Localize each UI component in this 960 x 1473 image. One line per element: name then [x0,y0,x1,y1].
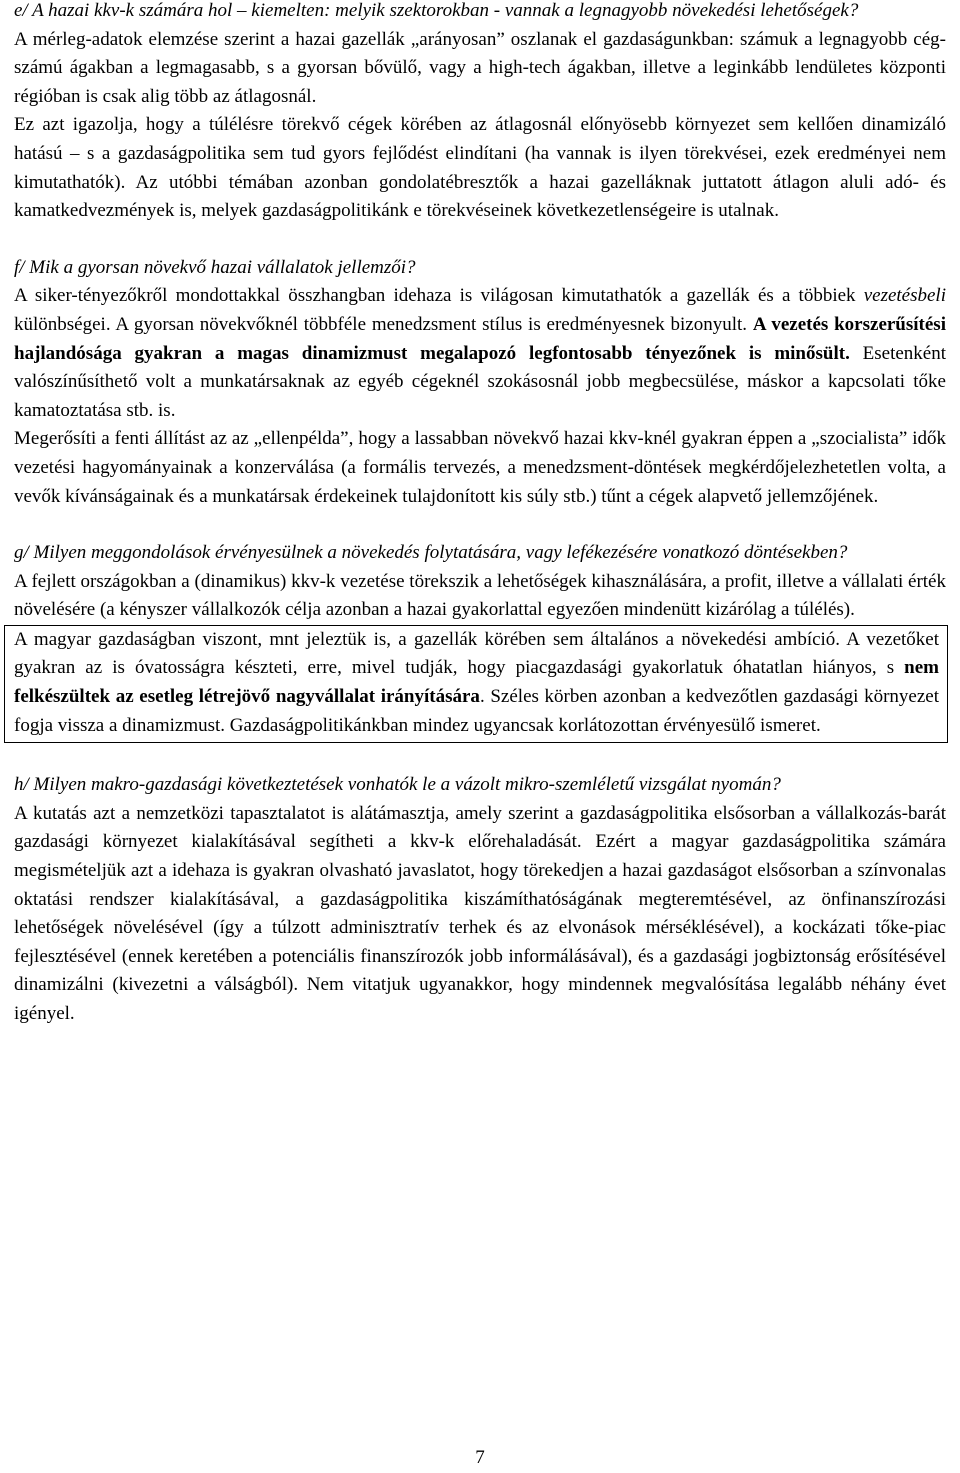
bold-text: A vezetés korszerűsítési hajlandósága gyakran a magas dinamizmust megalapozó legfontosabb tényezőnek is minősült. [14,313,946,364]
section-h-paragraph-1: A kutatás azt a nemzetközi tapasztalatot is alátámasztja, amely szerint a gazdaságpolitika elsősorban a vállalkozás-barát gazdasági környezet kialakításával segítheti a kkv-k előrehaladását. Ezért a magyar gazdaságpolitika számára megismételjük azt a idehaza is gyakran olvasható javaslatot, hogy törekedjen a hazai gazdaságot elsősorban a színvonalas oktatási rendszer kialakításával, a gazdaságpolitika kiszámíthatóságának megteremtésével, az önfinanszírozási lehetőségek növelésével (így a túlzott adminisztratív terhek és az elvonások mérséklésével), a kockázati tőke-piac fejlesztésével (ennek keretében a potenciális finanszírozók jobb informálásával), és a gazdasági jogbiztonság erősítésével dinamizálni (kivezetni a válságból). Nem vitatjuk ugyanakkor, hogy mindennek megvalósítása legalább néhány évet igényel. [14,802,946,1024]
document-page [14,0,946,1029]
section-e-heading: e/ A hazai kkv-k számára hol – kiemelten: melyik szektorokban - vannak a legnagyobb növekedési lehetőségek? [14,0,859,21]
spacer [14,511,946,539]
highlight-box-text [14,626,939,740]
text-run: A magyar gazdaságban viszont, mnt jeleztük is, a gazellák körében sem általános a növekedési ambíció. A vezetőket gyakran az is óvatosságra készteti, erre, mivel tudják, hogy piacgazdasági gyakorlatuk óhatatlan hiányos, s [14,628,939,679]
page-number: 7 [475,1447,485,1468]
text-run: . Széles körben azonban a kedvezőtlen gazdasági környezet fogja vissza a dinamizmust. Gazdaságpolitikánkban mindez ugyancsak korlátozottan érvényesülő ismeret. [14,686,939,736]
text-run: Esetenként valószínűsíthető volt a munkatársaknak az egyéb cégeknél szokásosnál jobb megbecsülése, máskor a kapcsolati tőke kamatoztatása stb. is. [14,342,947,421]
section-g-paragraph-1: A fejlett országokban a (dinamikus) kkv-k vezetése törekszik a lehetőségek kihasználására, a profit, illetve a vállalati érték növelésére (a kényszer vállalkozók célja azonban a hazai gyakorlattal egyezően mindenütt kizárólag a túlélés). [14,570,946,621]
spacer [14,743,946,771]
section-e-paragraph-2: Ez azt igazolja, hogy a túlélésre törekvő cégek körében az átlagosnál előnyösebb környezet sem kellően dinamizáló hatású – s a gazdaságpolitika sem tud gyors fejlődést elindítani (ha vannak is ilyen törekvései, ezek eredményei nem kimutathatók). Az utóbbi témában azonban gondolatébresztők a hazai gazelláknak juttatott átlagon aluli adó- és kamatkedvezmények is, melyek gazdaságpolitikánk e törekvéseinek következetlenségeire is utalnak. [14,114,946,222]
italic-text: vezetésbeli [863,285,946,307]
section-h-heading: h/ Milyen makro-gazdasági következtetések vonhatók le a vázolt mikro-szemléletű vizsgálat nyomán? [14,774,781,796]
highlight-box [4,625,948,743]
section-g-heading: g/ Milyen meggondolások érvényesülnek a növekedés folytatására, vagy lefékezésére vonatkozó döntésekben? [14,542,848,564]
text-run: A siker-tényezőkről mondottakkal összhangban idehaza is világosan kimutathatók a gazellák és a többiek [14,285,864,307]
section-f-heading: f/ Mik a gyorsan növekvő hazai vállalatok jellemzői? [14,256,416,278]
section-f-paragraph-2: Megerősíti a fenti állítást az az „ellenpélda”, hogy a lassabban növekvő hazai kkv-knél gyakran éppen a „szocialista” idők vezetési hagyományainak a konzerválása (a formális tervezés, a menedzsment-döntések megkérdőjelezhetetlen volta, a vevők kívánságainak és a munkatársak érdekeinek tulajdonított kis súly stb.) tűnt a cégek alapvető jellemzőjének. [14,428,946,507]
bold-text: nem felkészültek az esetleg létrejövő nagyvállalat irányítására [14,657,939,708]
spacer [14,226,946,254]
section-f-paragraph-1 [14,282,946,425]
text-run: különbségei. A gyorsan növekvőknél többféle menedzsment stílus is eredményesnek bizonyult. [14,313,753,335]
section-e-paragraph-1: A mérleg-adatok elemzése szerint a hazai gazellák „arányosan” oszlanak el gazdaságunkban: számuk a legnagyobb cég-számú ágakban a legmagasabb, s a gyorsan bővülő, vagy a high-tech ágakban, illetve a leginkább lendületes központi régióban is csak alig több az átlagosnál. [14,28,946,107]
